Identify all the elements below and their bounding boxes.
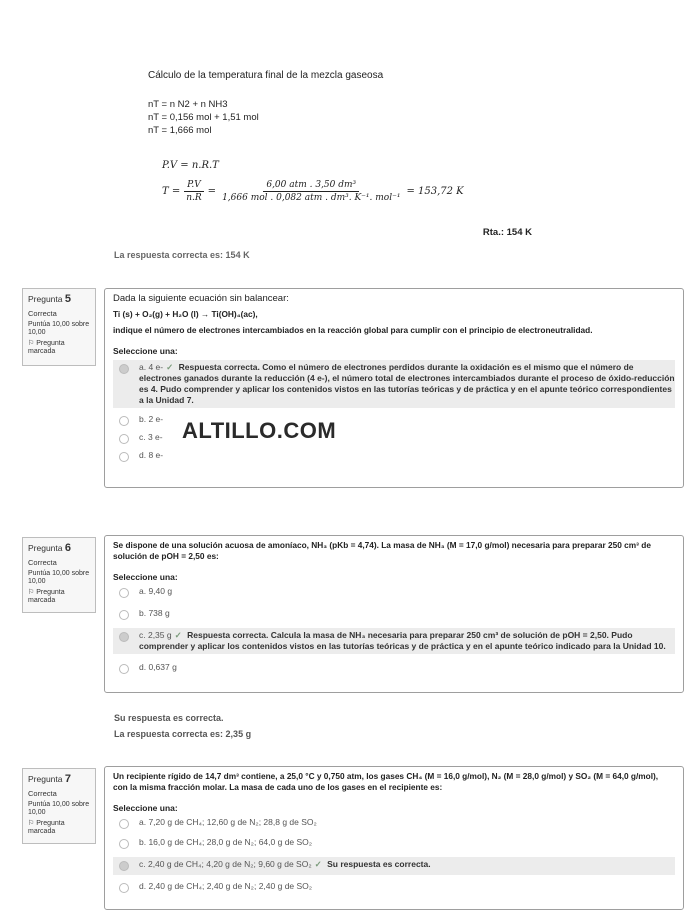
flag-icon: ⚐	[28, 589, 35, 596]
eq-result: = 153,72 K	[406, 186, 464, 197]
option-d[interactable]: d. 0,637 g	[113, 662, 675, 676]
radio-button[interactable]	[119, 364, 129, 374]
fraction-den: n.R	[186, 193, 202, 203]
option-c[interactable]: c. 2,35 g ✓ Respuesta correcta. Calcula la masa de NH₃ necesaria para preparar 250 cm³ de solución de pOH = 2,50. Pudo comprender y aplicar los contenidos vistos en las tutorías teóricas y de práctica y en el apunte teórico indicado para la Unidad 10.	[113, 628, 675, 654]
radio-button[interactable]	[119, 883, 129, 893]
radio-button[interactable]	[119, 610, 129, 620]
question-text: Un recipiente rígido de 14,7 dm³ contiene, a 25,0 °C y 0,750 atm, los gases CH₄ (M = 16,0 g/mol), N₂ (M = 28,0 g/mol) y SO₂ (M = 64,0 g/mol), con la misma fracción molar. La masa de cada uno de los gases en el recipiente es:	[113, 771, 659, 792]
radio-button[interactable]	[119, 632, 129, 642]
calc-line-1: nT = n N2 + n NH3	[148, 99, 228, 110]
check-icon: ✓	[314, 859, 322, 869]
option-c[interactable]: c. 3 e-	[113, 432, 675, 446]
flag-question-button[interactable]: ⚐ Pregunta marcada	[28, 589, 65, 604]
select-prompt: Seleccione una:	[113, 346, 178, 356]
fraction-pv-nr	[183, 180, 204, 203]
radio-button[interactable]	[119, 664, 129, 674]
option-b[interactable]: b. 16,0 g de CH₄; 28,0 g de N₂; 64,0 g de SO₂	[113, 837, 675, 851]
temperature-equation: T = $\frac{P.V}{n.R}$ = $\frac{\text{6,00 atm . 3,50 dm³}}{\text{1,666 mol . 0,082 atm . dm³. K⁻¹. mol⁻¹}}$ = 153,72 K	[162, 180, 464, 203]
option-b[interactable]: b. 738 g	[113, 608, 675, 622]
radio-button[interactable]	[119, 839, 129, 849]
question-equation: Ti (s) + O₂(g) + H₂O (l) → Ti(OH)₄(ac),	[113, 309, 258, 319]
question-intro: Dada la siguiente ecuación sin balancear:	[113, 293, 289, 304]
watermark: ALTILLO.COM	[182, 418, 337, 443]
question-number: Pregunta 6	[28, 542, 71, 554]
select-prompt: Seleccione una:	[113, 803, 178, 813]
calc-line-2: nT = 0,156 mol + 1,51 mol	[148, 112, 259, 123]
option-feedback: Respuesta correcta. Como el número de electrones perdidos durante la oxidación es el mismo que el número de electrones ganados durante la reducción (4 e-), el número total de electrones intercambiados durante el proceso de óxido-reducción es 4. Pudo comprender y aplicar los contenidos vistos en las tutorías teóricas y de práctica y en el apunte teórico correspondientes a la Unidad 7.	[139, 362, 675, 405]
calc-line-3: nT = 1,666 mol	[148, 125, 212, 136]
fraction-den: 1,666 mol . 0,082 atm . dm³. K⁻¹. mol⁻¹	[222, 193, 401, 203]
question-info-5	[22, 288, 96, 366]
option-b[interactable]: b. 2 e-	[113, 414, 675, 428]
question-score: Puntúa 10,00 sobre 10,00	[28, 801, 90, 816]
correct-answer-text: La respuesta correcta es: 154 K	[114, 250, 250, 260]
fraction-values	[219, 180, 403, 203]
radio-button[interactable]	[119, 588, 129, 598]
flag-icon: ⚐	[28, 820, 35, 827]
question-text: Se dispone de una solución acuosa de amoníaco, NH₃ (pKb = 4,74). La masa de NH₃ (M = 17,0 g/mol) necesaria para preparar 250 cm³ de solución de pOH = 2,50 es:	[113, 540, 651, 561]
flag-question-button[interactable]: ⚐ Pregunta marcada	[28, 820, 65, 835]
question-score: Puntúa 10,00 sobre 10,00	[28, 570, 90, 585]
check-icon: ✓	[166, 362, 174, 372]
flag-question-button[interactable]: ⚐ Pregunta marcada	[28, 340, 65, 355]
question-box-7	[104, 766, 684, 910]
option-a[interactable]: a. 7,20 g de CH₄; 12,60 g de N₂; 28,8 g de SO₂	[113, 817, 675, 831]
check-icon: ✓	[174, 630, 182, 640]
question-number: Pregunta 7	[28, 773, 71, 785]
question-text: indique el número de electrones intercambiados en la reacción global para cumplir con el principio de electroneutralidad.	[113, 325, 593, 335]
radio-button[interactable]	[119, 819, 129, 829]
option-a[interactable]: a. 4 e- ✓ Respuesta correcta. Como el número de electrones perdidos durante la oxidación es el mismo que el número de electrones ganados durante la reducción (4 e-), el número total de electrones intercambiados durante el proceso de óxido-reducción es 4. Pudo comprender y aplicar los contenidos vistos en las tutorías teóricas y de práctica y en el apunte teórico correspondientes a la Unidad 7.	[113, 360, 675, 408]
question-box-5	[104, 288, 684, 488]
your-answer-text: Su respuesta es correcta.	[114, 713, 224, 723]
calc-title: Cálculo de la temperatura final de la mezcla gaseosa	[148, 70, 384, 81]
option-feedback: Su respuesta es correcta.	[327, 859, 431, 869]
ideal-gas-equation: P.V = n.R.T	[162, 160, 219, 171]
question-state: Correcta	[28, 789, 57, 798]
fraction-num: P.V	[184, 180, 204, 192]
question-score: Puntúa 10,00 sobre 10,00	[28, 321, 90, 336]
radio-button[interactable]	[119, 861, 129, 871]
option-c[interactable]: c. 2,40 g de CH₄; 4,20 g de N₂; 9,60 g de SO₂ ✓ Su respuesta es correcta.	[113, 857, 675, 875]
select-prompt: Seleccione una:	[113, 572, 178, 582]
radio-button[interactable]	[119, 416, 129, 426]
eq-lhs: T =	[162, 186, 181, 197]
option-feedback: Respuesta correcta. Calcula la masa de NH₃ necesaria para preparar 250 cm³ de solución de pOH = 2,50. Pudo comprender y aplicar los contenidos vistos en las tutorías teóricas y de práctica y en el apunte teórico indicado para la Unidad 10.	[139, 630, 666, 651]
question-info-6	[22, 537, 96, 613]
correct-answer-text: La respuesta correcta es: 2,35 g	[114, 729, 252, 739]
question-box-6	[104, 535, 684, 693]
question-state: Correcta	[28, 309, 57, 318]
question-number: Pregunta 5	[28, 293, 71, 305]
radio-button[interactable]	[119, 452, 129, 462]
fraction-num: 6,00 atm . 3,50 dm³	[263, 180, 359, 192]
question-info-7	[22, 768, 96, 844]
question-state: Correcta	[28, 558, 57, 567]
option-d[interactable]: d. 8 e-	[113, 450, 675, 464]
flag-icon: ⚐	[28, 340, 35, 347]
answer-summary: Rta.: 154 K	[482, 227, 532, 238]
radio-button[interactable]	[119, 434, 129, 444]
option-a[interactable]: a. 9,40 g	[113, 586, 675, 600]
option-d[interactable]: d. 2,40 g de CH₄; 2,40 g de N₂; 2,40 g de SO₂	[113, 881, 675, 895]
